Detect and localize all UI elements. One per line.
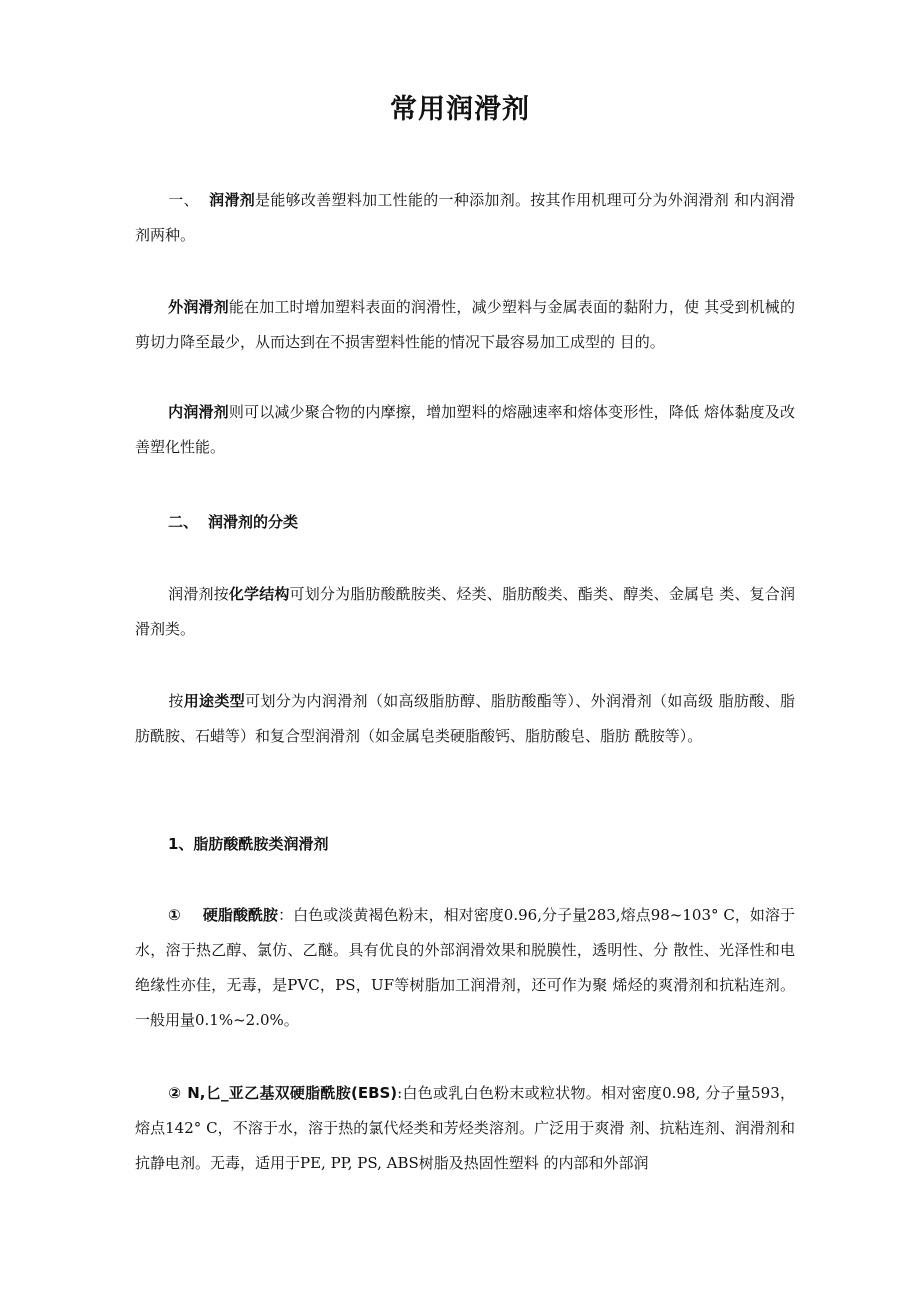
term-external-lubricant: 外润滑剂 — [168, 298, 229, 316]
section-heading-classification — [135, 505, 795, 540]
paragraph-text: 是能够改善塑料加工性能的一种添加剂。按其作用机理可分为外润滑剂 和内润滑剂两种。 — [135, 191, 795, 244]
paragraph-definition — [135, 183, 795, 253]
term-internal-lubricant: 内润滑剂 — [168, 403, 229, 421]
paragraph-text: ：白色或淡黄褐色粉末，相对密度0.96,分子量283,熔点98~103° C，如溶于水，溶于热乙醇、氯仿、乙醚。具有优良的外部润滑效果和脱膜性，透明性、分 散性、光泽性和电绝缘性亦佳，无毒，是PVC，PS，UF等树脂加工润滑剂，还可作为聚 烯烃的爽滑剂和抗粘连剂。一般用量0.1%~2.0%。 — [135, 906, 795, 1029]
paragraph-chemical-classification — [135, 577, 795, 647]
section-heading: 润滑剂的分类 — [208, 513, 299, 531]
paragraph-text: 可划分为内润滑剂（如高级脂肪醇、脂肪酸酯等）、外润滑剂（如高级 脂肪酸、脂肪酰胺、石蜡等）和复合型润滑剂（如金属皂类硬脂酸钙、脂肪酸皂、脂肪 酰胺等）。 — [135, 692, 795, 745]
paragraph-ebs — [135, 1076, 795, 1181]
term-ebs: N,匕_亚乙基双硬脂酰胺(EBS) — [187, 1084, 398, 1102]
paragraph-text: 可划分为脂肪酸酰胺类、烃类、脂肪酸类、酯类、醇类、金属皂 类、复合润滑剂类。 — [135, 585, 795, 638]
paragraph-prefix: 按 — [168, 692, 184, 710]
paragraph-text: 能在加工时增加塑料表面的润滑性，减少塑料与金属表面的黏附力，使 其受到机械的剪切力降至最少，从而达到在不损害塑料性能的情况下最容易加工成型的 目的。 — [135, 298, 795, 351]
subsection-heading: 1、脂肪酸酰胺类润滑剂 — [168, 835, 329, 853]
paragraph-text: :白色或乳白色粉末或粒状物。相对密度0.98, 分子量593，熔点142° C，不溶于水，溶于热的氯代烃类和芳烃类溶剂。广泛用于爽滑 剂、抗粘连剂、润滑剂和抗静电剂。无毒，适用于PE, PP, PS, ABS树脂及热固性塑料 的内部和外部润 — [135, 1084, 796, 1172]
paragraph-prefix: 润滑剂按 — [168, 585, 229, 603]
subsection-heading-fatty-amides — [135, 827, 795, 862]
item-marker: ② — [168, 1084, 182, 1102]
section-number: 一、 — [168, 191, 199, 209]
paragraph-text: 则可以减少聚合物的内摩擦，增加塑料的熔融速率和熔体变形性，降低 熔体黏度及改善塑化性能。 — [135, 403, 795, 456]
paragraph-stearamide — [135, 898, 795, 1038]
term-chemical-structure: 化学结构 — [228, 585, 290, 603]
paragraph-usage-classification — [135, 684, 795, 754]
term-lubricant: 润滑剂 — [208, 191, 256, 209]
term-stearamide: 硬脂酸酰胺 — [202, 906, 279, 924]
paragraph-internal-lubricant — [135, 395, 795, 465]
item-marker: ① — [168, 906, 181, 924]
paragraph-external-lubricant — [135, 290, 795, 360]
term-usage-type: 用途类型 — [183, 692, 246, 710]
section-number: 二、 — [168, 513, 199, 531]
page-title: 常用润滑剂 — [390, 94, 530, 125]
